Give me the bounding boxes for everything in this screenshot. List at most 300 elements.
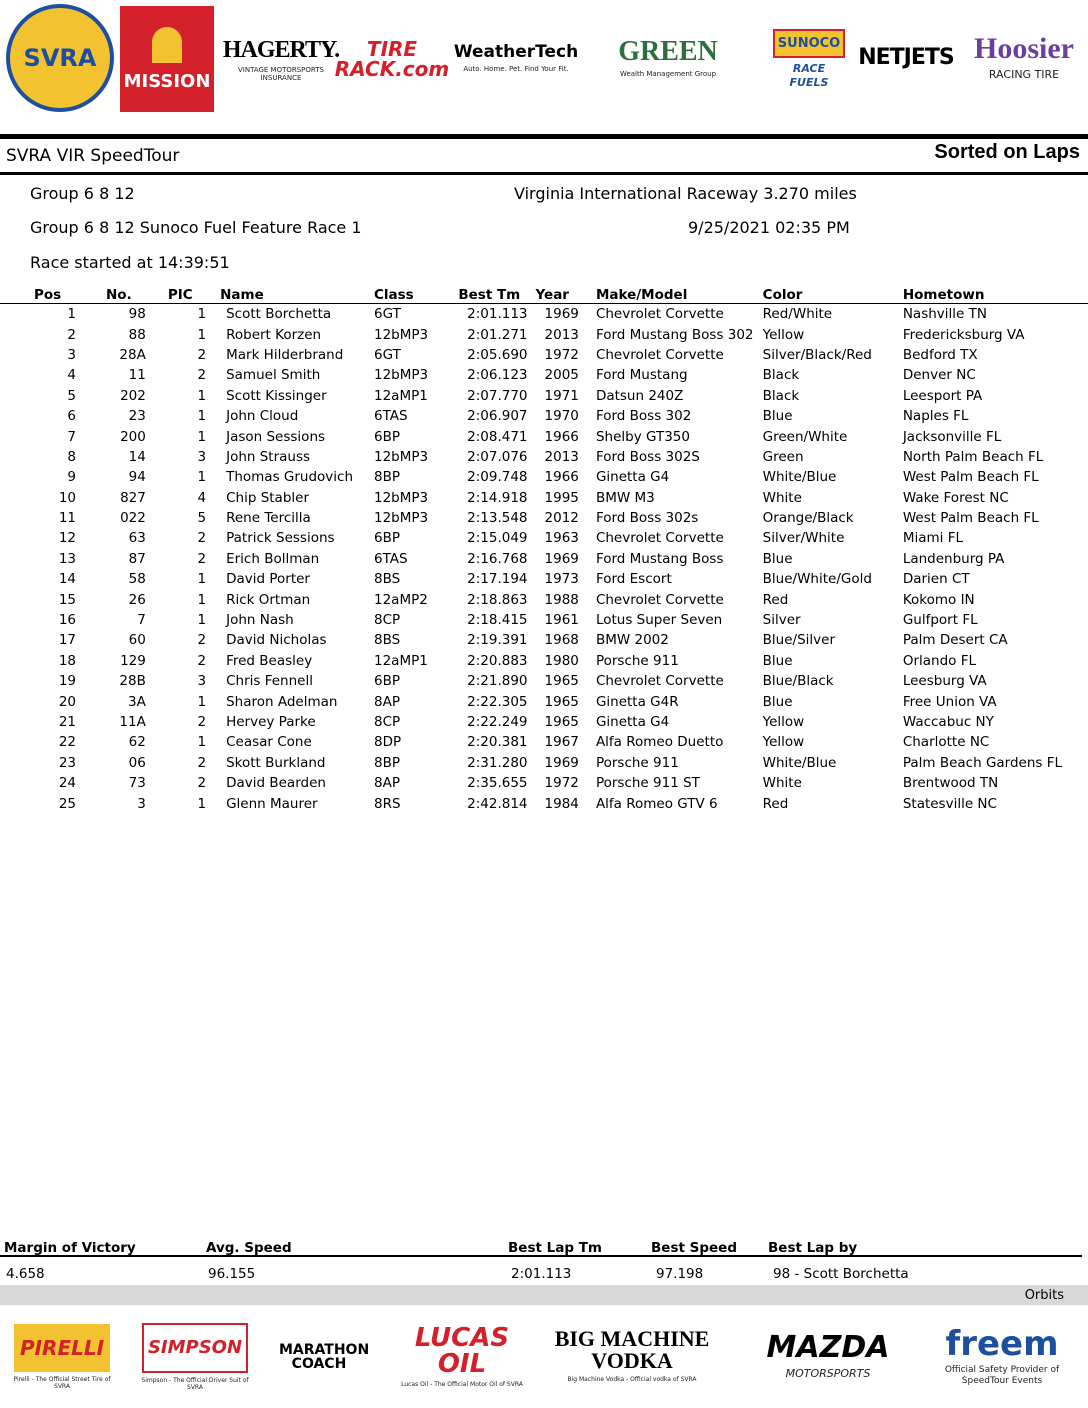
pic-cell: 2 <box>197 652 207 669</box>
year-cell: 1969 <box>544 550 579 567</box>
best-time-cell: 2:18.415 <box>467 612 528 629</box>
pos-cell: 14 <box>58 571 76 588</box>
no-cell: 58 <box>128 571 146 588</box>
best-time-cell: 2:05.690 <box>467 346 528 363</box>
race-title: Group 6 8 12 Sunoco Fuel Feature Race 1 <box>30 218 362 237</box>
color-cell: Red <box>762 591 789 608</box>
best-time-cell: 2:18.863 <box>467 591 528 608</box>
class-cell: 8CP <box>374 612 401 629</box>
table-row <box>0 732 1088 752</box>
class-cell: 8CP <box>374 714 401 730</box>
table-row <box>0 528 1088 548</box>
make-model-cell: Ginetta G4 <box>595 469 670 486</box>
make-model-cell: Ginetta G4R <box>595 693 679 710</box>
pos-cell: 22 <box>58 734 76 751</box>
no-cell: 63 <box>128 530 146 547</box>
name-cell: Erich Bollman <box>226 550 320 567</box>
hometown-cell: Palm Desert CA <box>902 632 1008 649</box>
class-cell: 12aMP1 <box>374 652 428 669</box>
svra-logo: SVRA <box>6 4 114 112</box>
table-row <box>0 488 1088 508</box>
year-cell: 1966 <box>544 428 579 445</box>
best-time-cell: 2:31.280 <box>467 754 528 771</box>
name-cell: Hervey Parke <box>226 714 316 730</box>
color-cell: Blue <box>762 652 793 669</box>
year-cell: 1984 <box>544 795 579 812</box>
col-color: Color <box>763 287 903 304</box>
no-cell: 26 <box>128 591 146 608</box>
pic-cell: 1 <box>197 571 207 588</box>
pic-cell: 1 <box>197 795 207 812</box>
margin-value: 4.658 <box>6 1266 45 1282</box>
make-model-cell: Alfa Romeo Duetto <box>595 734 724 751</box>
best-time-cell: 2:13.548 <box>467 510 528 527</box>
pos-cell: 23 <box>58 754 76 771</box>
name-cell: Samuel Smith <box>226 367 321 384</box>
table-row <box>0 549 1088 569</box>
color-cell: Blue/Silver <box>762 632 835 649</box>
pic-cell: 2 <box>197 775 207 792</box>
table-row <box>0 589 1088 609</box>
make-model-cell: Ford Escort <box>595 571 672 588</box>
name-cell: Jason Sessions <box>226 428 326 445</box>
hometown-cell: Statesville NC <box>902 795 997 812</box>
best-lap-by-label: Best Lap by <box>768 1240 858 1256</box>
margin-label: Margin of Victory <box>4 1240 136 1256</box>
class-cell: 6BP <box>374 428 400 445</box>
pic-cell: 2 <box>197 550 207 567</box>
pic-cell: 3 <box>197 448 207 465</box>
name-cell: Chip Stabler <box>226 489 309 506</box>
hoosier-logo: Hoosier RACING TIRE <box>974 32 1074 82</box>
class-cell: 8BS <box>374 571 401 588</box>
col-year: Year <box>528 287 596 304</box>
color-cell: White <box>762 775 802 792</box>
hometown-cell: Kokomo IN <box>902 591 975 608</box>
race-datetime: 9/25/2021 02:35 PM <box>688 218 850 237</box>
class-cell: 6GT <box>374 306 401 323</box>
color-cell: Green <box>762 448 804 465</box>
no-cell: 202 <box>120 387 146 404</box>
color-cell: Orange/Black <box>762 510 854 527</box>
results-body <box>0 304 1088 814</box>
name-cell: Glenn Maurer <box>226 795 318 812</box>
hometown-cell: Waccabuc NY <box>902 714 994 730</box>
class-cell: 8AP <box>374 693 400 710</box>
make-model-cell: BMW 2002 <box>595 632 669 649</box>
name-cell: David Porter <box>226 571 310 588</box>
pos-cell: 2 <box>67 326 76 343</box>
hometown-cell: Charlotte NC <box>902 734 990 751</box>
pic-cell: 1 <box>197 734 207 751</box>
make-model-cell: Ford Boss 302S <box>595 448 700 465</box>
color-cell: Red/White <box>762 306 833 323</box>
lucasoil-logo: LUCAS OIL Lucas Oil - The Official Motor Oil of SVRA <box>401 1323 523 1389</box>
name-cell: Mark Hilderbrand <box>226 346 344 363</box>
name-cell: John Strauss <box>226 448 311 465</box>
pic-cell: 2 <box>197 714 207 730</box>
name-cell: Rick Ortman <box>226 591 311 608</box>
class-cell: 8RS <box>374 795 401 812</box>
pos-cell: 15 <box>58 591 76 608</box>
hometown-cell: Jacksonville FL <box>902 428 1002 445</box>
class-cell: 12bMP3 <box>374 489 429 506</box>
best-time-cell: 2:19.391 <box>467 632 528 649</box>
pos-cell: 13 <box>58 550 76 567</box>
best-lap-label: Best Lap Tm <box>508 1240 602 1256</box>
no-cell: 129 <box>120 652 146 669</box>
year-cell: 1970 <box>544 408 579 425</box>
hometown-cell: Leesport PA <box>902 387 983 404</box>
year-cell: 1965 <box>544 673 579 690</box>
bottom-sponsor-banner <box>0 1305 1088 1408</box>
best-lap-value: 2:01.113 <box>511 1266 572 1282</box>
pos-cell: 1 <box>67 306 76 323</box>
year-cell: 1961 <box>544 612 579 629</box>
pic-cell: 1 <box>197 469 207 486</box>
year-cell: 1972 <box>544 775 579 792</box>
netjets-logo: NETJETS <box>858 45 954 70</box>
name-cell: John Nash <box>226 612 294 629</box>
make-model-cell: BMW M3 <box>595 489 655 506</box>
col-no: No. <box>82 287 146 304</box>
pic-cell: 1 <box>197 591 207 608</box>
color-cell: Yellow <box>762 734 805 751</box>
name-cell: Scott Kissinger <box>226 387 327 404</box>
col-best-time: Best Tm <box>448 287 527 304</box>
pos-cell: 19 <box>58 673 76 690</box>
avg-speed-label: Avg. Speed <box>206 1240 292 1256</box>
pic-cell: 2 <box>197 346 207 363</box>
orbits-label: Orbits <box>1024 1288 1064 1303</box>
class-cell: 12bMP3 <box>374 367 429 384</box>
pos-cell: 4 <box>67 367 76 384</box>
pos-cell: 18 <box>58 652 76 669</box>
pos-cell: 7 <box>67 428 76 445</box>
no-cell: 06 <box>128 754 146 771</box>
no-cell: 28B <box>119 673 146 690</box>
year-cell: 1973 <box>544 571 579 588</box>
pos-cell: 12 <box>58 530 76 547</box>
simpson-logo: SIMPSON Simpson - The Official Driver Suit of SVRA <box>140 1311 250 1403</box>
results-table <box>0 287 1088 814</box>
best-time-cell: 2:35.655 <box>467 775 528 792</box>
make-model-cell: Chevrolet Corvette <box>595 346 724 363</box>
name-cell: Patrick Sessions <box>226 530 335 547</box>
class-cell: 12aMP1 <box>374 387 428 404</box>
pos-cell: 6 <box>67 408 76 425</box>
pic-cell: 3 <box>197 673 207 690</box>
class-cell: 6TAS <box>374 408 408 425</box>
header-rule-top <box>0 134 1088 139</box>
bigmachine-logo: BIG MACHINE VODKA Big Machine Vodka - Official vodka of SVRA <box>554 1326 710 1384</box>
best-time-cell: 2:07.770 <box>467 387 528 404</box>
year-cell: 1963 <box>544 530 579 547</box>
year-cell: 1965 <box>544 693 579 710</box>
hometown-cell: Miami FL <box>902 530 963 547</box>
year-cell: 1969 <box>544 754 579 771</box>
pic-cell: 5 <box>197 510 207 527</box>
table-row <box>0 773 1088 793</box>
make-model-cell: Chevrolet Corvette <box>595 673 724 690</box>
tirerack-logo: TIRE RACK.com <box>334 37 450 81</box>
name-cell: Fred Beasley <box>226 652 313 669</box>
col-pic: PIC <box>146 287 206 304</box>
table-row <box>0 691 1088 711</box>
best-time-cell: 2:06.907 <box>467 408 528 425</box>
class-cell: 6GT <box>374 346 401 363</box>
best-time-cell: 2:07.076 <box>467 448 528 465</box>
pos-cell: 17 <box>58 632 76 649</box>
best-time-cell: 2:17.194 <box>467 571 528 588</box>
best-time-cell: 2:01.271 <box>467 326 528 343</box>
make-model-cell: Datsun 240Z <box>595 387 684 404</box>
color-cell: Black <box>762 387 800 404</box>
color-cell: Blue <box>762 693 793 710</box>
class-cell: 8AP <box>374 775 400 792</box>
class-cell: 6TAS <box>374 550 408 567</box>
hometown-cell: Naples FL <box>902 408 969 425</box>
pos-cell: 10 <box>58 489 76 506</box>
color-cell: Silver/Black/Red <box>762 346 872 363</box>
hometown-cell: Brentwood TN <box>902 775 999 792</box>
make-model-cell: Chevrolet Corvette <box>595 530 724 547</box>
hagerty-logo: HAGERTY. VINTAGE MOTORSPORTS INSURANCE <box>222 36 340 82</box>
best-time-cell: 2:08.471 <box>467 428 528 445</box>
race-start-time: Race started at 14:39:51 <box>30 253 230 272</box>
green-logo: GREEN Wealth Management Group <box>618 35 718 78</box>
no-cell: 87 <box>128 550 146 567</box>
table-row <box>0 569 1088 589</box>
table-row <box>0 304 1088 325</box>
hometown-cell: Leesburg VA <box>902 673 987 690</box>
hometown-cell: Free Union VA <box>902 693 997 710</box>
color-cell: Silver/White <box>762 530 845 547</box>
make-model-cell: Ginetta G4 <box>595 714 670 730</box>
best-time-cell: 2:06.123 <box>467 367 528 384</box>
pos-cell: 9 <box>67 469 76 486</box>
best-time-cell: 2:09.748 <box>467 469 528 486</box>
no-cell: 827 <box>120 489 146 506</box>
pic-cell: 2 <box>197 530 207 547</box>
pic-cell: 1 <box>197 306 207 323</box>
color-cell: White <box>762 489 802 506</box>
make-model-cell: Ford Boss 302s <box>595 510 699 527</box>
class-cell: 12bMP3 <box>374 510 429 527</box>
color-cell: Red <box>762 795 789 812</box>
name-cell: Ceasar Cone <box>226 734 312 751</box>
name-cell: Sharon Adelman <box>226 693 338 710</box>
table-row <box>0 365 1088 385</box>
top-sponsor-banner <box>0 0 1088 130</box>
year-cell: 1972 <box>544 346 579 363</box>
year-cell: 1965 <box>544 714 579 730</box>
color-cell: Black <box>762 367 800 384</box>
mission-logo: MISSION <box>120 6 214 112</box>
class-cell: 8BP <box>374 469 400 486</box>
pos-cell: 25 <box>58 795 76 812</box>
pic-cell: 1 <box>197 612 207 629</box>
color-cell: Silver <box>762 612 801 629</box>
year-cell: 1968 <box>544 632 579 649</box>
best-time-cell: 2:14.918 <box>467 489 528 506</box>
year-cell: 2013 <box>544 448 579 465</box>
year-cell: 1980 <box>544 652 579 669</box>
table-row <box>0 426 1088 446</box>
table-row <box>0 753 1088 773</box>
name-cell: John Cloud <box>226 408 299 425</box>
color-cell: Yellow <box>762 326 805 343</box>
no-cell: 73 <box>128 775 146 792</box>
pos-cell: 16 <box>58 612 76 629</box>
hometown-cell: Denver NC <box>902 367 976 384</box>
pos-cell: 21 <box>58 714 76 730</box>
col-pos: Pos <box>0 287 82 304</box>
table-row <box>0 345 1088 365</box>
table-row <box>0 386 1088 406</box>
pos-cell: 11 <box>58 510 76 527</box>
table-row <box>0 610 1088 630</box>
pic-cell: 4 <box>197 489 207 506</box>
best-time-cell: 2:20.381 <box>467 734 528 751</box>
hometown-cell: Bedford TX <box>902 346 978 363</box>
name-cell: David Nicholas <box>226 632 327 649</box>
orbits-bar <box>0 1285 1088 1305</box>
pic-cell: 1 <box>197 428 207 445</box>
group-label: Group 6 8 12 <box>30 184 135 203</box>
class-cell: 8BP <box>374 754 400 771</box>
hometown-cell: North Palm Beach FL <box>902 448 1044 465</box>
make-model-cell: Chevrolet Corvette <box>595 306 724 323</box>
col-class: Class <box>374 287 448 304</box>
name-cell: Rene Tercilla <box>226 510 311 527</box>
table-row <box>0 630 1088 650</box>
hometown-cell: Nashville TN <box>902 306 987 323</box>
no-cell: 94 <box>128 469 146 486</box>
class-cell: 8DP <box>374 734 402 751</box>
color-cell: Blue/Black <box>762 673 834 690</box>
color-cell: Blue <box>762 550 793 567</box>
col-hometown: Hometown <box>903 287 1088 304</box>
color-cell: White/Blue <box>762 469 837 486</box>
no-cell: 3A <box>128 693 146 710</box>
pic-cell: 2 <box>197 632 207 649</box>
year-cell: 2005 <box>544 367 579 384</box>
class-cell: 6BP <box>374 530 400 547</box>
hometown-cell: Wake Forest NC <box>902 489 1009 506</box>
best-time-cell: 2:22.249 <box>467 714 528 730</box>
best-time-cell: 2:42.814 <box>467 795 528 812</box>
class-cell: 8BS <box>374 632 401 649</box>
col-make-model: Make/Model <box>596 287 763 304</box>
table-row <box>0 447 1088 467</box>
best-time-cell: 2:15.049 <box>467 530 528 547</box>
best-speed-value: 97.198 <box>656 1266 704 1282</box>
mazda-logo: MAZDA MOTORSPORTS <box>766 1330 890 1381</box>
table-row <box>0 651 1088 671</box>
no-cell: 11A <box>119 714 146 730</box>
best-time-cell: 2:22.305 <box>467 693 528 710</box>
no-cell: 7 <box>137 612 146 629</box>
year-cell: 2012 <box>544 510 579 527</box>
no-cell: 3 <box>137 795 146 812</box>
hometown-cell: Gulfport FL <box>902 612 978 629</box>
color-cell: Blue <box>762 408 793 425</box>
name-cell: Robert Korzen <box>226 326 322 343</box>
pic-cell: 1 <box>197 408 207 425</box>
hometown-cell: West Palm Beach FL <box>902 510 1039 527</box>
make-model-cell: Lotus Super Seven <box>595 612 723 629</box>
class-cell: 12aMP2 <box>374 591 428 608</box>
pic-cell: 1 <box>197 387 207 404</box>
pic-cell: 2 <box>197 367 207 384</box>
weathertech-logo: WeatherTech Auto. Home. Pet. Find Your Fit. <box>453 42 579 74</box>
make-model-cell: Porsche 911 <box>595 754 679 771</box>
event-title: SVRA VIR SpeedTour <box>6 146 180 166</box>
track-label: Virginia International Raceway 3.270 miles <box>514 184 857 203</box>
table-row <box>0 712 1088 732</box>
make-model-cell: Alfa Romeo GTV 6 <box>595 795 718 812</box>
make-model-cell: Chevrolet Corvette <box>595 591 724 608</box>
hometown-cell: Darien CT <box>902 571 970 588</box>
no-cell: 11 <box>128 367 146 384</box>
best-speed-label: Best Speed <box>651 1240 737 1256</box>
class-cell: 12bMP3 <box>374 326 429 343</box>
best-time-cell: 2:20.883 <box>467 652 528 669</box>
header-rule-bottom <box>0 172 1088 175</box>
best-lap-by-value: 98 - Scott Borchetta <box>773 1266 909 1282</box>
avg-speed-value: 96.155 <box>208 1266 256 1282</box>
results-header-row <box>0 287 1088 304</box>
year-cell: 1967 <box>544 734 579 751</box>
color-cell: Blue/White/Gold <box>762 571 872 588</box>
make-model-cell: Ford Mustang <box>595 367 688 384</box>
make-model-cell: Shelby GT350 <box>595 428 690 445</box>
color-cell: White/Blue <box>762 754 837 771</box>
table-row <box>0 508 1088 528</box>
make-model-cell: Ford Mustang Boss 302 <box>595 326 754 343</box>
sunoco-logo: SUNOCO RACE FUELS <box>774 10 844 108</box>
best-time-cell: 2:01.113 <box>467 306 528 323</box>
table-row <box>0 671 1088 691</box>
year-cell: 1966 <box>544 469 579 486</box>
name-cell: Chris Fennell <box>226 673 313 690</box>
no-cell: 98 <box>128 306 146 323</box>
marathon-logo: MARATHON COACH <box>279 1342 370 1372</box>
class-cell: 12bMP3 <box>374 448 429 465</box>
table-row <box>0 324 1088 344</box>
pic-cell: 1 <box>197 693 207 710</box>
pos-cell: 8 <box>67 448 76 465</box>
no-cell: 23 <box>128 408 146 425</box>
year-cell: 1969 <box>544 306 579 323</box>
make-model-cell: Ford Mustang Boss <box>595 550 724 567</box>
pos-cell: 3 <box>67 346 76 363</box>
table-row <box>0 467 1088 487</box>
year-cell: 2013 <box>544 326 579 343</box>
name-cell: Thomas Grudovich <box>226 469 354 486</box>
pos-cell: 5 <box>67 387 76 404</box>
name-cell: Skott Burkland <box>226 754 326 771</box>
table-row <box>0 406 1088 426</box>
make-model-cell: Ford Boss 302 <box>595 408 692 425</box>
no-cell: 62 <box>128 734 146 751</box>
year-cell: 1988 <box>544 591 579 608</box>
no-cell: 60 <box>128 632 146 649</box>
best-time-cell: 2:16.768 <box>467 550 528 567</box>
no-cell: 14 <box>128 448 146 465</box>
year-cell: 1971 <box>544 387 579 404</box>
